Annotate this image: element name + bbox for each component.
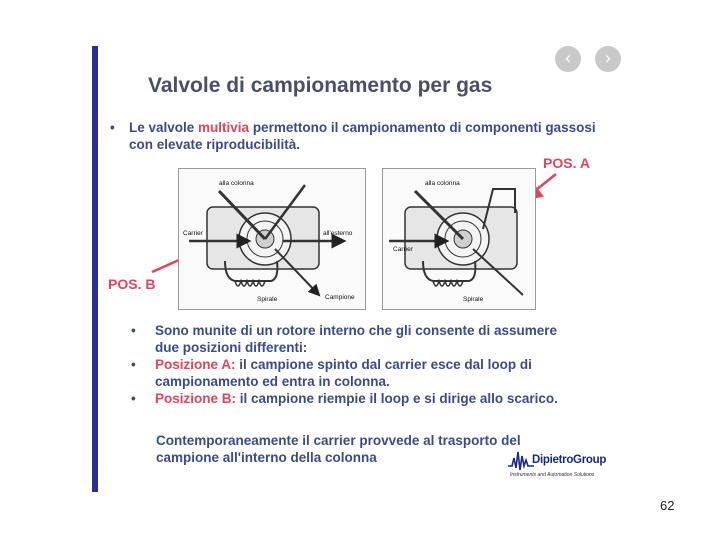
extra-paragraph: Contemporaneamente il carrier provvede al trasporto del campione all'interno della colonna [156, 433, 521, 465]
pos-a-label: POS. A [543, 155, 590, 171]
fig-left-exhaust: all'esterno [323, 230, 353, 237]
fig-left-loop: Spirale [257, 296, 278, 303]
intro-text: Le valvole multivia permettono il campionamento di componenti gassosi con elevate riproducibilità. [129, 120, 596, 152]
chevron-right-icon: › [604, 48, 612, 69]
bullet-text: il campione riempie il loop e si dirige allo scarico. [236, 391, 558, 406]
fig-left-to-column: alla colonna [219, 180, 254, 187]
bullet-item [131, 356, 561, 390]
fig-right-to-column: alla colonna [425, 180, 460, 187]
bullet-dot: • [110, 120, 115, 135]
valve-drawing-left [179, 169, 365, 309]
bullet-dot: • [131, 323, 136, 338]
bullet-list [131, 322, 561, 407]
fig-left-sample: Campione [325, 294, 355, 301]
bullet-dot: • [131, 391, 136, 406]
fig-left-carrier: Carrier [183, 230, 203, 237]
intro-highlight: multivia [198, 120, 250, 135]
fig-right-carrier: Carrier [393, 246, 413, 253]
fig-right-loop: Spirale [463, 296, 484, 303]
valve-diagram-pos-a [382, 168, 536, 310]
page-number: 62 [660, 498, 675, 513]
bullet-text: Sono munite di un rotore interno che gli consente di assumere due posizioni differenti: [155, 323, 558, 355]
chevron-left-icon: ‹ [564, 48, 572, 69]
pos-b-label: POS. B [108, 276, 156, 292]
bullet-label: Posizione A: [155, 357, 236, 372]
valve-diagram-pos-b [178, 168, 366, 310]
bullet-text: il campione spinto dal carrier esce dal loop di campionamento ed entra in colonna. [155, 357, 532, 389]
slide-title: Valvole di campionamento per gas [148, 74, 493, 97]
bullet-label: Posizione B: [155, 391, 237, 406]
bullet-item [131, 322, 561, 356]
waveform-icon [508, 448, 534, 472]
bullet-dot: • [131, 357, 136, 372]
logo-name: DipietroGroup [532, 454, 607, 466]
logo-tagline: Instruments and Automation Solutions [510, 472, 595, 478]
bullet-item [131, 390, 561, 407]
valve-drawing-right [383, 169, 535, 309]
company-logo [508, 448, 616, 484]
